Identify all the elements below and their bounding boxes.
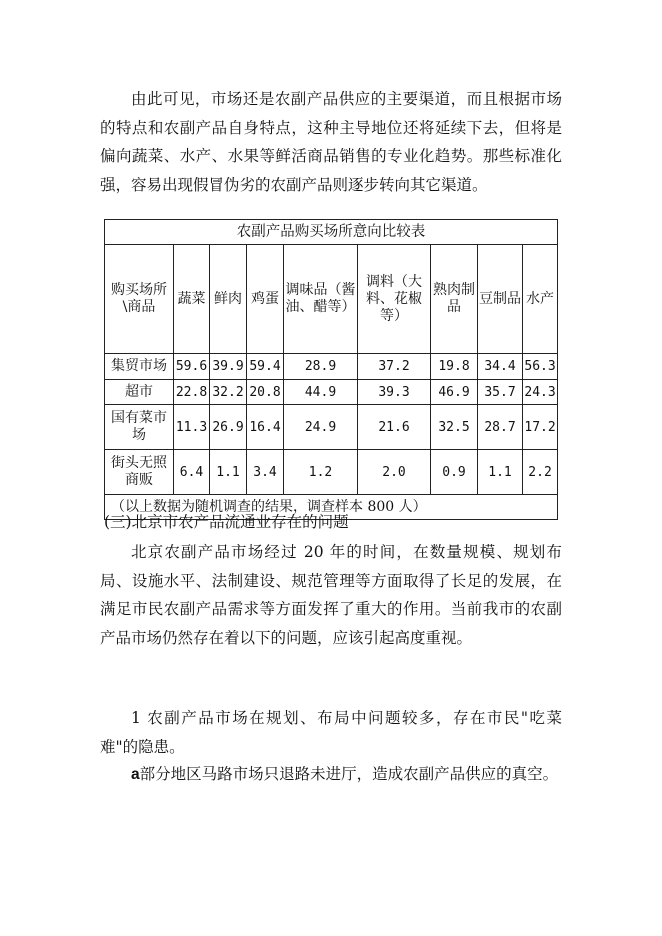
table-cell: 24.9	[284, 405, 358, 450]
column-header: 熟肉制品	[431, 245, 478, 354]
table-cell: 6.4	[174, 450, 210, 495]
table-cell: 32.2	[210, 380, 247, 405]
table-cell: 20.8	[247, 380, 284, 405]
table-cell: 19.8	[431, 354, 478, 380]
issue-paragraph: 1 农副产品市场在规划、布局中问题较多，存在市民"吃菜难"的隐患。	[100, 709, 562, 756]
table-cell: 28.9	[284, 354, 358, 380]
table-cell: 35.7	[478, 380, 523, 405]
column-header: 水产	[523, 245, 558, 354]
table-cell: 22.8	[174, 380, 210, 405]
table-cell: 1.2	[284, 450, 358, 495]
table-cell: 59.4	[247, 354, 284, 380]
table-cell: 24.3	[523, 380, 558, 405]
table-cell: 26.9	[210, 405, 247, 450]
purchase-location-table	[104, 219, 558, 520]
intro-paragraph: 由此可见，市场还是农副产品供应的主要渠道，而且根据市场的特点和农副产品自身特点，这种主导地位还将延续下去，但将是偏向蔬菜、水产、水果等鲜活商品销售的专业化趋势。那些标准化强，容易出现假冒伪劣的农副产品则逐步转向其它渠道。	[100, 90, 562, 194]
column-header: 鲜肉	[210, 245, 247, 354]
table-cell: 39.3	[358, 380, 431, 405]
table-cell: 16.4	[247, 405, 284, 450]
row-label: 街头无照商贩	[105, 450, 174, 495]
column-header: 调料（大料、花椒等）	[358, 245, 431, 354]
table-cell: 1.1	[478, 450, 523, 495]
table-cell: 21.6	[358, 405, 431, 450]
table-row	[105, 450, 558, 495]
table-cell: 11.3	[174, 405, 210, 450]
section-heading: (三)北京市农产品流通业存在的问题	[104, 513, 349, 531]
table-cell: 1.1	[210, 450, 247, 495]
corner-header: 购买场所\商品	[105, 245, 174, 354]
row-label: 超市	[105, 380, 174, 405]
table-cell: 32.5	[431, 405, 478, 450]
table-cell: 34.4	[478, 354, 523, 380]
table-caption: 农副产品购买场所意向比较表	[105, 220, 558, 245]
issue-a-text: 部分地区马路市场只退路未进厅，造成农副产品供应的真空。	[139, 765, 559, 783]
table-cell: 37.2	[358, 354, 431, 380]
table-cell: 2.2	[523, 450, 558, 495]
item-letter: a	[131, 766, 140, 783]
issue-a-paragraph	[100, 760, 562, 790]
table-row	[105, 380, 558, 405]
column-header: 蔬菜	[174, 245, 210, 354]
table-header-row	[105, 245, 558, 354]
row-label: 国有菜市场	[105, 405, 174, 450]
column-header: 豆制品	[478, 245, 523, 354]
table-cell: 28.7	[478, 405, 523, 450]
table-note: （以上数据为随机调查的结果，调查样本 800 人）	[105, 495, 558, 520]
table-cell: 56.3	[523, 354, 558, 380]
market-paragraph: 北京农副产品市场经过 20 年的时间，在数量规模、规划布局、设施水平、法制建设、规范管理等方面取得了长足的发展，在满足市民农副产品需求等方面发挥了重大的作用。当前我市的农副产品市场仍然存在着以下的问题，应该引起高度重视。	[100, 543, 562, 647]
table-cell: 0.9	[431, 450, 478, 495]
column-header: 调味品（酱油、醋等）	[284, 245, 358, 354]
table-row	[105, 354, 558, 380]
table-cell: 2.0	[358, 450, 431, 495]
table-cell: 3.4	[247, 450, 284, 495]
table-row	[105, 405, 558, 450]
table-cell: 44.9	[284, 380, 358, 405]
column-header: 鸡蛋	[247, 245, 284, 354]
table-cell: 39.9	[210, 354, 247, 380]
table-cell: 46.9	[431, 380, 478, 405]
table-cell: 59.6	[174, 354, 210, 380]
row-label: 集贸市场	[105, 354, 174, 380]
table-cell: 17.2	[523, 405, 558, 450]
